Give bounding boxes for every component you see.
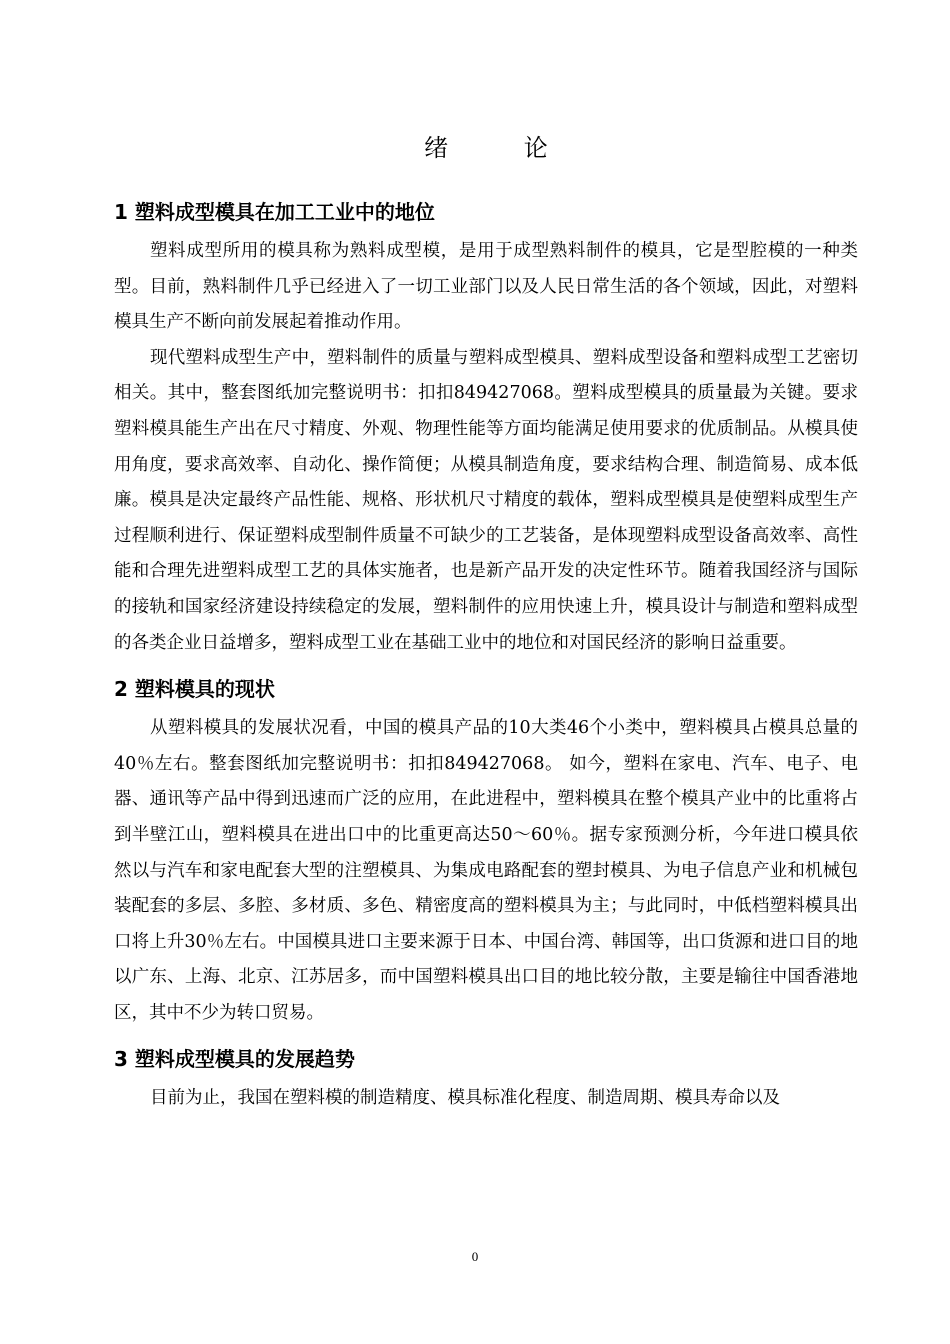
paragraph: 从塑料模具的发展状况看，中国的模具产品的10大类46个小类中，塑料模具占模具总量的40％左右。整套图纸加完整说明书：扣扣849427068。 如今，塑料在家电、汽车、电子、电器、通讯等产品中得到迅速而广泛的应用，在此进程中，塑料模具在整个模具产业中的比重将占到半壁江山，塑料模具在进出口中的比重更高达50～60％。据专家预测分析，今年进口模具依然以与汽车和家电配套大型的注塑模具、为集成电路配套的塑封模具、为电子信息产业和机械包装配套的多层、多腔、多材质、多色、精密度高的塑料模具为主；与此同时，中低档塑料模具出口将上升30％左右。中国模具进口主要来源于日本、中国台湾、韩国等，出口货源和进口目的地以广东、上海、北京、江苏居多，而中国塑料模具出口目的地比较分散，主要是输往中国香港地区，其中不少为转口贸易。 [114,718,858,1023]
page-number: 0 [471,1249,479,1264]
section-heading: 2 塑料模具的现状 [114,677,275,702]
paragraph: 目前为止，我国在塑料模的制造精度、模具标准化程度、制造周期、模具寿命以及 [150,1088,780,1109]
section-heading: 1 塑料成型模具在加工工业中的地位 [114,200,435,224]
page-title: 绪 论 [424,134,582,162]
paragraph: 现代塑料成型生产中，塑料制件的质量与塑料成型模具、塑料成型设备和塑料成型工艺密切相关。其中，整套图纸加完整说明书：扣扣849427068。塑料成型模具的质量最为关键。要求塑料模具能生产出在尺寸精度、外观、物理性能等方面均能满足使用要求的优质制品。从模具使用角度，要求高效率、自动化、操作简便；从模具制造角度，要求结构合理、制造简易、成本低廉。模具是决定最终产品性能、规格、形状机尺寸精度的载体，塑料成型模具是使塑料成型生产过程顺利进行、保证塑料成型制件质量不可缺少的工艺装备，是体现塑料成型设备高效率、高性能和合理先进塑料成型工艺的具体实施者，也是新产品开发的决定性环节。随着我国经济与国际的接轨和国家经济建设持续稳定的发展，塑料制件的应用快速上升，模具设计与制造和塑料成型的各类企业日益增多，塑料成型工业在基础工业中的地位和对国民经济的影响日益重要。 [114,347,858,653]
section-heading: 3 塑料成型模具的发展趋势 [114,1047,355,1072]
paragraph: 塑料成型所用的模具称为熟料成型模，是用于成型熟料制件的模具，它是型腔模的一种类型。目前，熟料制件几乎已经进入了一切工业部门以及人民日常生活的各个领域，因此，对塑料模具生产不断向前发展起着推动作用。 [114,241,858,333]
